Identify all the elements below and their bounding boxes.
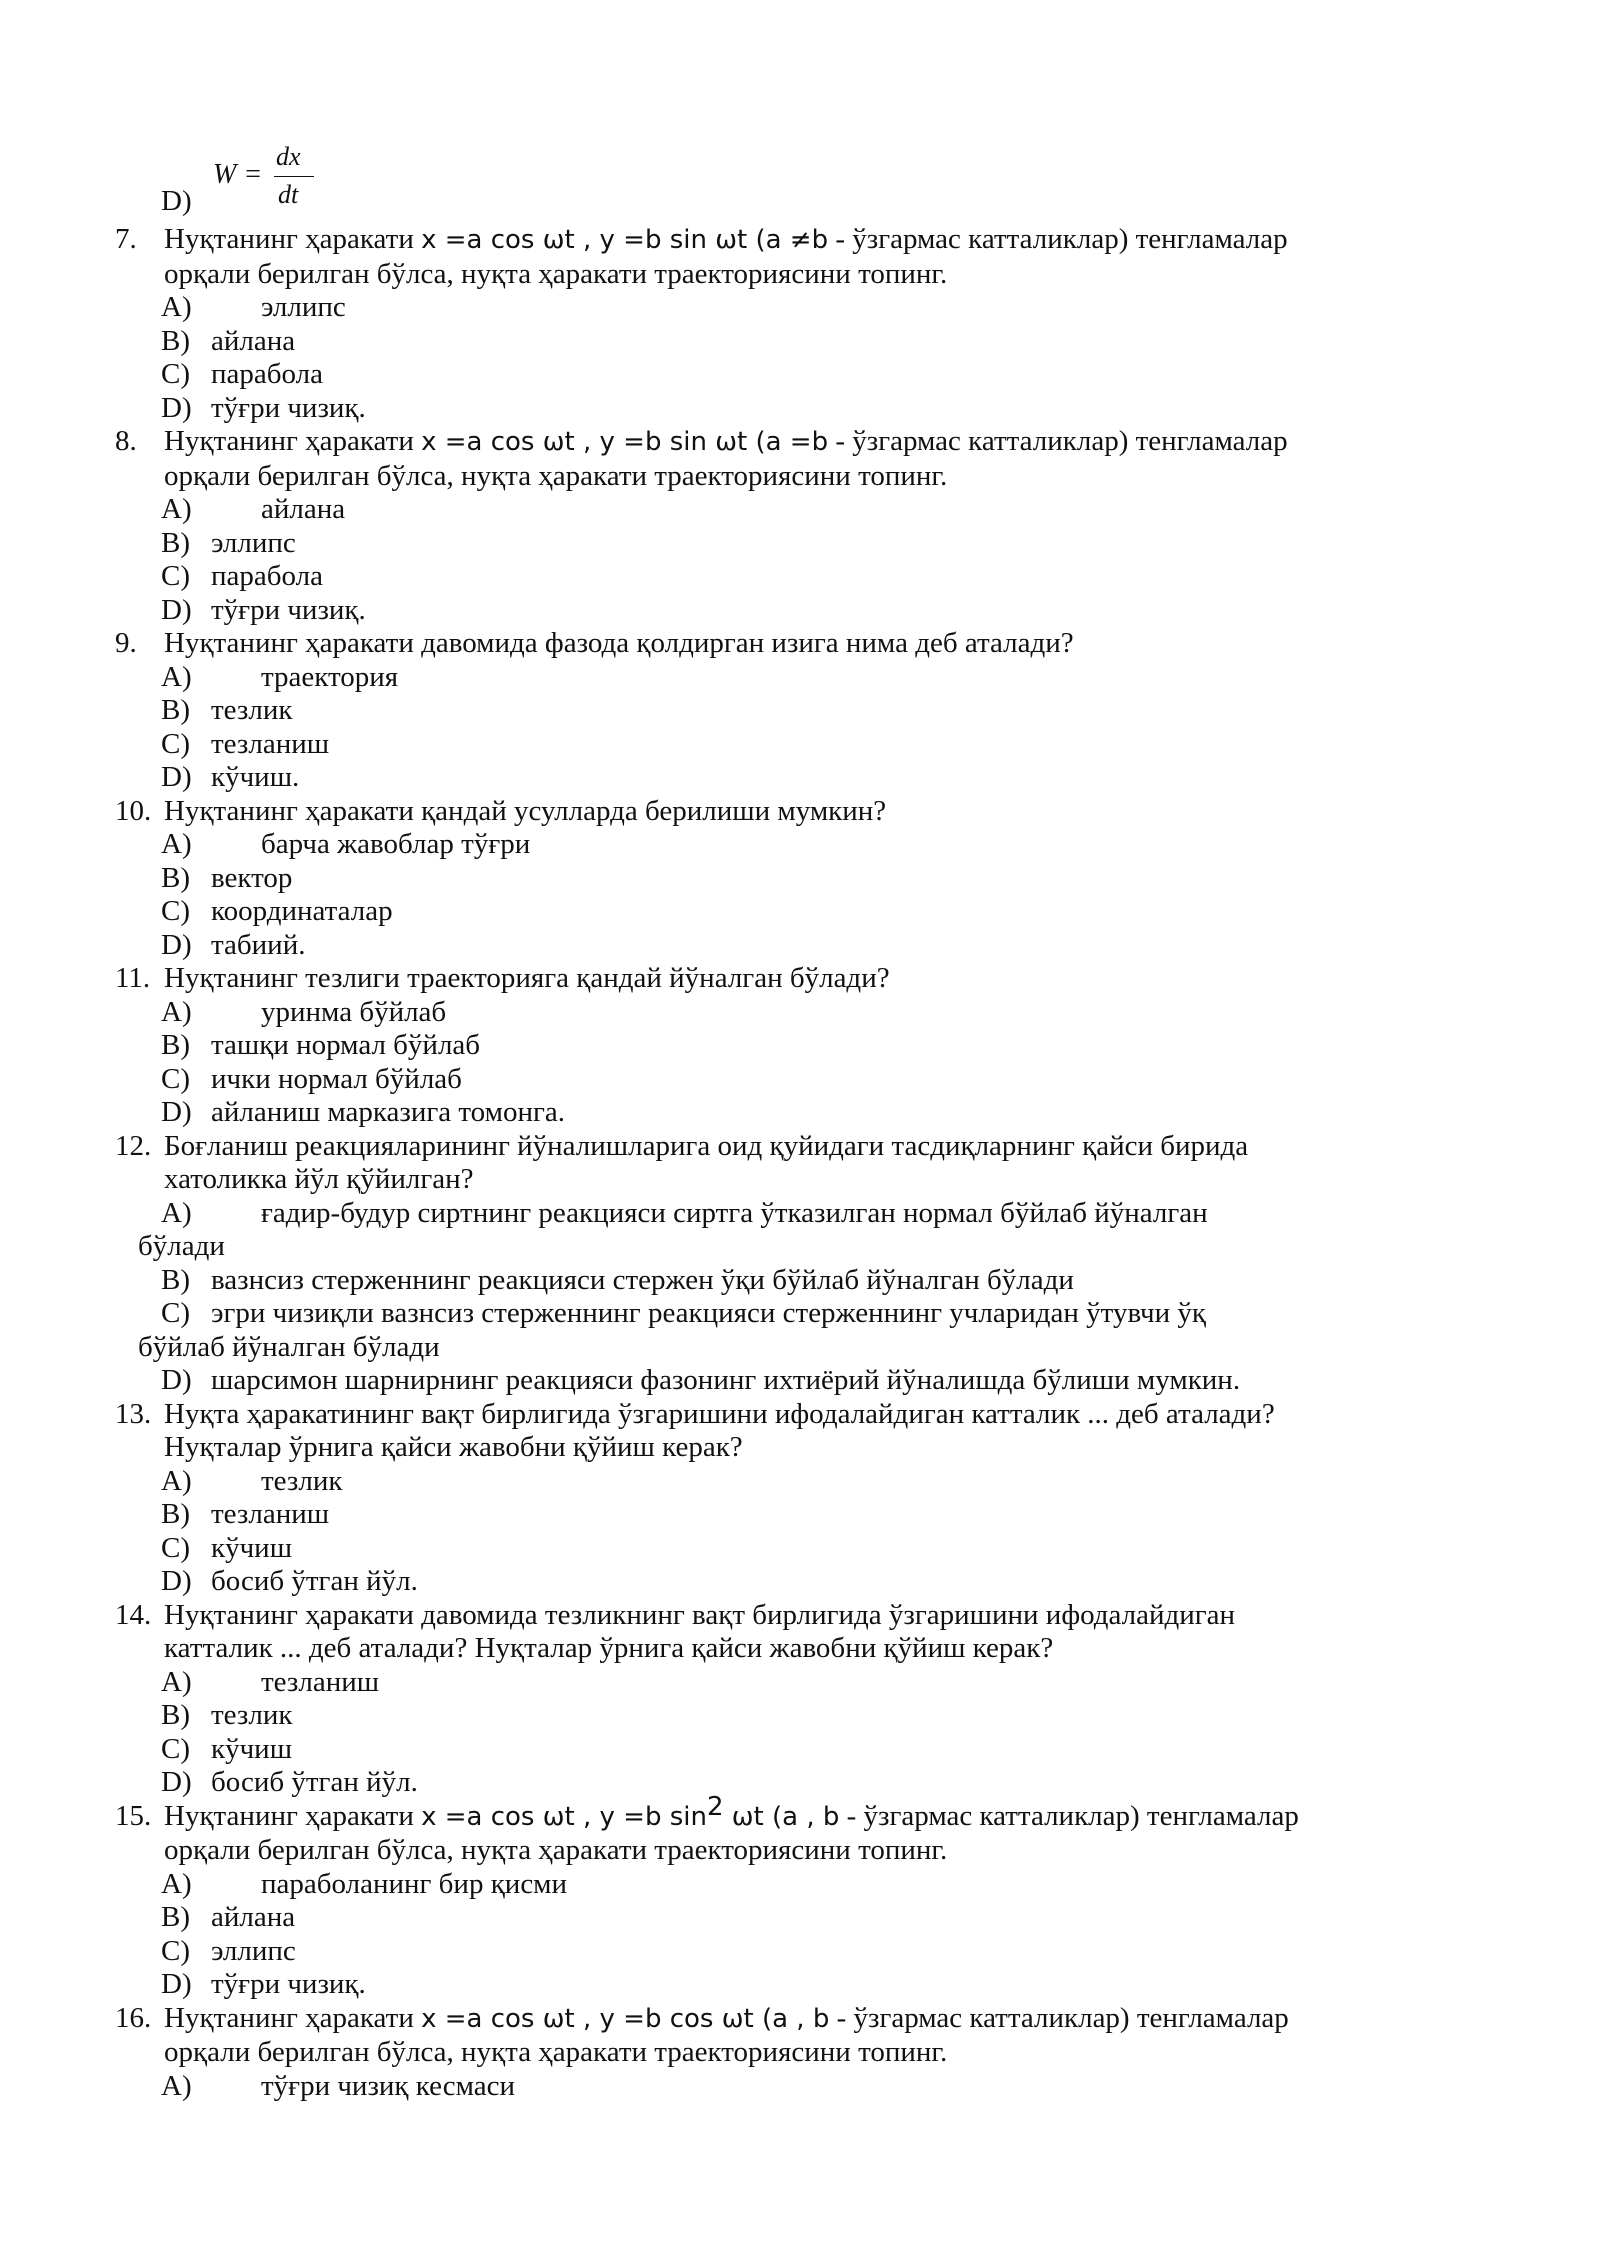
- question-text: [0, 1791, 1600, 1835]
- question-text-segment: Боғланиш реакцияларининг йўналишларига оид қуйидаги тасдиқларнинг қайси бирида: [164, 1129, 1249, 1162]
- option-label: A): [161, 2069, 192, 2102]
- question-number: 16.: [115, 2001, 152, 2034]
- question-list: [0, 223, 1600, 2103]
- question-number: 9.: [115, 627, 137, 659]
- answer-option: [0, 594, 1600, 628]
- question-number: 14.: [115, 1598, 152, 1631]
- option-text: тезланиш: [261, 1665, 380, 1698]
- option-text: тезлик: [211, 1699, 293, 1731]
- math-superscript: 2: [706, 1791, 724, 1822]
- answer-option: [0, 1868, 1600, 1902]
- answer-option: [0, 895, 1600, 929]
- formula-numerator: dx: [276, 142, 301, 171]
- question-text-segment: Нуқталар ўрнига қайси жавобни қўйиш керак?: [164, 1431, 743, 1463]
- question-text-continued: [0, 258, 1600, 292]
- question-item: [0, 223, 1600, 425]
- answer-option: [0, 661, 1600, 695]
- option-label: A): [161, 828, 192, 860]
- option-label: D): [161, 1364, 192, 1396]
- option-text: эллипс: [261, 291, 346, 323]
- option-text: босиб ўтган йўл.: [211, 1766, 418, 1798]
- question-number: 12.: [115, 1129, 152, 1162]
- question-text-continued: [0, 1834, 1600, 1868]
- question-text-segment: Нуқтанинг ҳаракати: [164, 1799, 422, 1832]
- answer-option: [0, 392, 1600, 426]
- option-label: C): [161, 895, 190, 927]
- question-text-segment: - ўзгармас катталиклар) тенгламалар: [839, 1799, 1299, 1832]
- question-text-segment: орқали берилган бўлса, нуқта ҳаракати траекториясини топинг.: [164, 459, 948, 492]
- math-expression: x =a cos ωt , y =b cos ωt (a , b: [421, 2003, 830, 2034]
- question-number: 11.: [115, 962, 151, 994]
- option-label: A): [161, 660, 192, 693]
- option-text: парабола: [211, 358, 323, 390]
- question-text: [0, 1398, 1600, 1432]
- option-text: кўчиш: [211, 1732, 293, 1765]
- question-number: 7.: [115, 223, 137, 255]
- question-text-continued: [0, 1431, 1600, 1465]
- answer-option: [0, 1029, 1600, 1063]
- option-label: C): [161, 560, 190, 592]
- option-text: параболанинг бир қисми: [261, 1867, 568, 1900]
- answer-option: [0, 2070, 1600, 2104]
- option-label: C): [161, 1531, 190, 1564]
- answer-option: [0, 1498, 1600, 1532]
- question-number: 13.: [115, 1397, 152, 1430]
- option-label: D): [161, 1766, 192, 1798]
- answer-option: [0, 1096, 1600, 1130]
- option-text: эллипс: [211, 1934, 296, 1967]
- option-label: A): [161, 291, 192, 323]
- option-text: кўчиш: [211, 1531, 293, 1564]
- option-label: A): [161, 995, 192, 1028]
- question-item: [0, 2002, 1600, 2104]
- option-text: босиб ўтган йўл.: [211, 1565, 418, 1597]
- option-text: траектория: [261, 660, 399, 693]
- question-item: [0, 425, 1600, 627]
- question-text: [0, 425, 1600, 460]
- option-text: тўғри чизиқ.: [211, 593, 366, 626]
- option-label: A): [161, 1867, 192, 1900]
- question-text: [0, 627, 1600, 661]
- option-label: B): [161, 1263, 190, 1296]
- option-label: B): [161, 324, 190, 357]
- option-label: A): [161, 493, 192, 525]
- option-label: B): [161, 526, 190, 559]
- option-text: уринма бўйлаб: [261, 995, 447, 1028]
- option-label: B): [161, 1498, 190, 1530]
- question-text-segment: Нуқтанинг ҳаракати давомида фазода қолдирган изига нима деб аталади?: [164, 627, 1074, 659]
- option-text: айланиш марказига томонга.: [211, 1096, 566, 1128]
- question-text-segment: орқали берилган бўлса, нуқта ҳаракати траекториясини топинг.: [164, 257, 948, 290]
- option-text: координаталар: [211, 895, 393, 927]
- option-text: тўғри чизиқ кесмаси: [261, 2069, 516, 2102]
- option-text: тўғри чизиқ.: [211, 1968, 366, 2000]
- option-text: эллипс: [211, 526, 296, 559]
- option-label: D): [161, 391, 192, 424]
- option-label: C): [161, 1732, 190, 1765]
- answer-option: [0, 1264, 1600, 1298]
- option-text: ташқи нормал бўйлаб: [211, 1029, 481, 1061]
- question-text-continued: [0, 460, 1600, 494]
- option-text: вектор: [211, 861, 293, 894]
- option-text: вазнсиз стерженнинг реакцияси стержен ўқи бўйлаб йўналган бўлади: [211, 1263, 1074, 1296]
- answer-option: [0, 1297, 1600, 1331]
- question-text: [0, 2002, 1600, 2037]
- math-expression: x =a cos ωt , y =b sin ωt (a =b: [421, 427, 829, 457]
- answer-option: [0, 929, 1600, 963]
- question-item: [0, 1791, 1600, 2002]
- answer-option: [0, 1968, 1600, 2002]
- option-text: тезланиш: [211, 1498, 330, 1530]
- answer-option: [0, 1565, 1600, 1599]
- fraction-bar: [274, 176, 314, 177]
- question-text-segment: - ўзгармас катталиклар) тенгламалар: [828, 223, 1288, 255]
- option-text: табиий.: [211, 928, 306, 961]
- question-item: [0, 962, 1600, 1130]
- math-expression: x =a cos ωt , y =b sin: [421, 1801, 707, 1832]
- question-item: [0, 627, 1600, 795]
- option-label: A): [161, 1665, 192, 1698]
- answer-option: [0, 527, 1600, 561]
- question-item: [0, 1599, 1600, 1800]
- option-label: B): [161, 1901, 190, 1933]
- option-text: тезланиш: [211, 727, 330, 760]
- answer-option: [0, 996, 1600, 1030]
- question-text-segment: Нуқта ҳаракатининг вақт бирлигида ўзгаришини ифодалайдиган катталик ... деб аталади?: [164, 1397, 1275, 1430]
- formula-denominator: dt: [278, 180, 299, 209]
- answer-option: [0, 1465, 1600, 1499]
- option-text: ички нормал бўйлаб: [211, 1062, 462, 1095]
- question-text: [0, 1599, 1600, 1633]
- answer-option: [0, 1063, 1600, 1097]
- option-text: тўғри чизиқ.: [211, 391, 366, 424]
- option-text-continued: бўлади: [138, 1230, 225, 1262]
- formula-lhs: W =: [213, 159, 263, 190]
- answer-option: [0, 694, 1600, 728]
- option-text-continued: бўйлаб йўналган бўлади: [138, 1330, 440, 1363]
- option-label: D): [161, 593, 192, 626]
- option-label: A): [161, 1196, 192, 1229]
- option-label: C): [161, 358, 190, 390]
- question-number: 8.: [115, 425, 137, 457]
- answer-option: [0, 728, 1600, 762]
- answer-option: [0, 1935, 1600, 1969]
- question-text-continued: [0, 1632, 1600, 1666]
- option-label: D): [161, 1968, 192, 2000]
- answer-option: [0, 358, 1600, 392]
- question-text-segment: хатоликка йўл қўйилган?: [164, 1163, 474, 1195]
- question-text-segment: Нуқтанинг ҳаракати: [164, 425, 422, 457]
- answer-option: [0, 862, 1600, 896]
- question-text-continued: [0, 1163, 1600, 1197]
- question-text-segment: Нуқтанинг ҳаракати: [164, 2001, 422, 2034]
- answer-option: [0, 325, 1600, 359]
- question-item: [0, 1130, 1600, 1398]
- answer-option: [0, 1699, 1600, 1733]
- question-text-continued: [0, 2036, 1600, 2070]
- question-text-segment: Нуқтанинг ҳаракати: [164, 223, 422, 255]
- option-label: C): [161, 727, 190, 760]
- option-text: шарсимон шарнирнинг реакцияси фазонинг ихтиёрий йўналишда бўлиши мумкин.: [211, 1364, 1241, 1396]
- option-text: тезлик: [211, 694, 293, 726]
- option-label: D): [161, 761, 192, 793]
- answer-option: [0, 1197, 1600, 1231]
- answer-option: [0, 560, 1600, 594]
- question-text-segment: катталик ... деб аталади? Нуқталар ўрнига қайси жавобни қўйиш керак?: [164, 1632, 1054, 1664]
- question-text-segment: орқали берилган бўлса, нуқта ҳаракати траекториясини топинг.: [164, 2036, 948, 2068]
- question-number: 10.: [115, 794, 152, 827]
- question-text: [0, 962, 1600, 996]
- question-item: [0, 795, 1600, 963]
- question-text: [0, 795, 1600, 829]
- option-label: C): [161, 1062, 190, 1095]
- option-text: барча жавоблар тўғри: [261, 828, 531, 860]
- velocity-formula: [210, 140, 330, 220]
- answer-option: [0, 1766, 1600, 1800]
- math-expression: x =a cos ωt , y =b sin ωt (a ≠b: [421, 225, 829, 255]
- question-number: 15.: [115, 1799, 152, 1832]
- answer-option: [0, 1733, 1600, 1767]
- option-text: кўчиш.: [211, 761, 300, 793]
- answer-option: [0, 1364, 1600, 1398]
- answer-option: [0, 291, 1600, 325]
- option-label: B): [161, 861, 190, 894]
- option-label: B): [161, 694, 190, 726]
- answer-option: [0, 761, 1600, 795]
- question-text-segment: Нуқтанинг ҳаракати қандай усулларда берилиши мумкин?: [164, 794, 887, 827]
- option-text: тезлик: [261, 1464, 343, 1497]
- option-text: эгри чизиқли вазнсиз стерженнинг реакцияси стерженнинг учларидан ўтувчи ўқ: [211, 1297, 1206, 1329]
- option-label: D): [161, 1096, 192, 1128]
- option-label: C): [161, 1934, 190, 1967]
- option-text: ғадир-будур сиртнинг реакцияси сиртга ўтказилган нормал бўйлаб йўналган: [261, 1196, 1208, 1229]
- option-label: D): [161, 1565, 192, 1597]
- option-label: D): [161, 928, 192, 961]
- question-item: [0, 1398, 1600, 1599]
- option-label: A): [161, 1464, 192, 1497]
- option-label-d: D): [161, 185, 192, 217]
- question-text-segment: орқали берилган бўлса, нуқта ҳаракати траекториясини топинг.: [164, 1834, 948, 1866]
- question-text: [0, 223, 1600, 258]
- question-text-segment: - ўзгармас катталиклар) тенгламалар: [828, 425, 1288, 457]
- option-text: айлана: [211, 324, 296, 357]
- answer-option: [0, 828, 1600, 862]
- answer-option: [0, 1666, 1600, 1700]
- option-label: C): [161, 1297, 190, 1329]
- option-text: парабола: [211, 560, 323, 592]
- question-text-segment: - ўзгармас катталиклар) тенгламалар: [829, 2001, 1289, 2034]
- option-text: айлана: [261, 493, 346, 525]
- option-text: айлана: [211, 1901, 296, 1933]
- option-label: B): [161, 1029, 190, 1061]
- option-label: B): [161, 1699, 190, 1731]
- question-text-segment: Нуқтанинг тезлиги траекторияга қандай йўналган бўлади?: [164, 962, 890, 994]
- question-text: [0, 1130, 1600, 1164]
- answer-option: [0, 1532, 1600, 1566]
- answer-option: [0, 1901, 1600, 1935]
- math-expression: ωt (a , b: [723, 1801, 840, 1832]
- question-text-segment: Нуқтанинг ҳаракати давомида тезликнинг вақт бирлигида ўзгаришини ифодалайдиган: [164, 1598, 1236, 1631]
- answer-option: [0, 493, 1600, 527]
